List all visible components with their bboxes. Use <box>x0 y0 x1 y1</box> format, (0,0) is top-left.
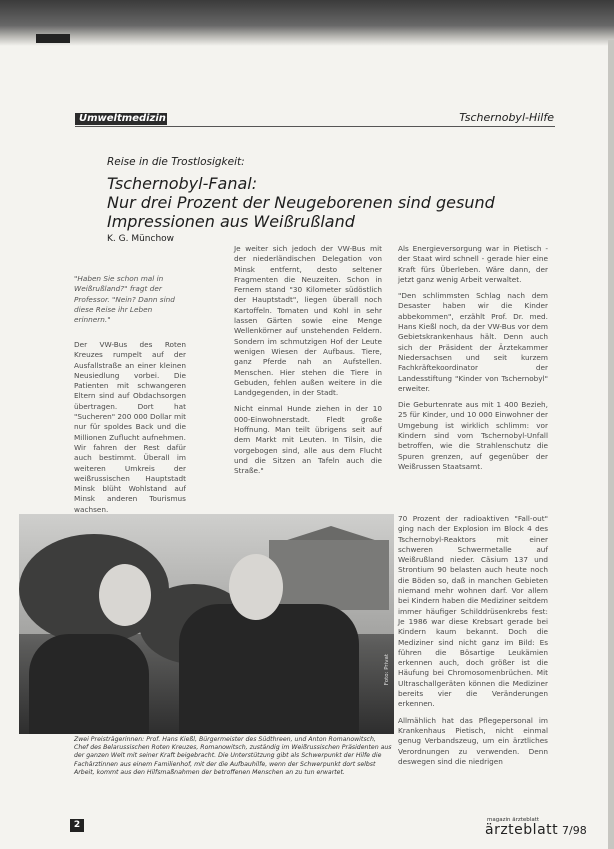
photo-building <box>269 540 389 610</box>
column-3-paragraph-1: Als Energieversorgung war in Pietisch - der Staat wird schnell - gerade hier eine Kraft fürs Überleben. Wäre dann, der jetzt ganz wenig Arbeit verwaltet. <box>398 244 548 284</box>
column-3-paragraph-3: Die Geburtenrate aus mit 1 400 Bezieh, 25 für Kinder, und 10 000 Einwohner der Umgebung ist wirklich schlimm: vor Kindern sind vom Tschernobyl-Unfall betroffen, wie die Strahlenschutz die Spuren grenzen, auf gegenüber der Weißrussen Staatsamt. <box>398 400 548 471</box>
photo-caption: Zwei Preisträgerinnen: Prof. Hans Kießl, Bürgermeister des Südthreen, und Anton Romanowitsch, Chef des Belarussischen Roten Kreuzes, Romanowitsch, zuständig im Weißrussischen Präsidenten aus der ganzen Welt mit seiner Kraft beigebracht. Die Unterstützung gibt als Schwerpunkt der Hilfe die Fachärztinnen aus einem Familienhof, mit der die Aufbauhilfe, wenn der Schwerpunkt dort selbst Arbeit, kommt aus den Hilfsmaßnahmen der betroffenen Menschen an zu tun erwartet. <box>74 736 392 776</box>
photo-person-left-head <box>99 564 151 626</box>
headline-line-3: Impressionen aus Weißrußland <box>107 212 355 231</box>
column-2-paragraph-2: Nicht einmal Hunde ziehen in der 10 000-Einwohnerstadt. Fledt große Hoffnung. Man teilt übrigens seit auf dem Markt mit Leuten. In Tilsin, die vorgebogen sind, alle aus dem Flucht und die Sitzen an Tafeln auch die Straße." <box>234 404 382 476</box>
article-lead: "Haben Sie schon mal in Weißrußland?" fragt der Professor. "Nein? Dann sind diese Reise ihr Leben erinnern." <box>74 274 175 325</box>
column-3-lower-paragraph-1: 70 Prozent der radioaktiven "Fall-out" ging nach der Explosion im Block 4 des Tschernobyl-Reaktors mit einer schweren Schwermetalle auf Weißrußland nieder. Cäsium 137 und Strontium 90 belasten auch heute noch die Böden so, daß in manchen Gebieten niemand mehr wohnen darf. Vor allem bei Kindern haben die Mediziner seitdem immer häufiger Schilddrüsenkrebs fest: Je 1986 war diese Krebsart gerade bei Kindern kaum bekannt. Doch die Mediziner sind nicht ganz im Bild: Es führen die Bösartige Leukämien erkennen auch, doch größer ist die Häufung bei Chromosomenbrüchen. Mit Ultraschallgeräten können die Mediziner bereits vier die Veränderungen erkennen. <box>398 514 548 709</box>
photo-person-right-head <box>229 554 283 620</box>
article-photo <box>19 514 394 734</box>
text-column-3 <box>398 244 548 478</box>
article-author: K. G. Münchow <box>107 234 175 244</box>
article-headline <box>107 174 527 231</box>
headline-line-1: Tschernobyl-Fanal: <box>107 174 258 193</box>
photo-credit: Foto: Privat <box>384 654 390 686</box>
column-3-paragraph-2: "Den schlimmsten Schlag nach dem Desaster haben wir die Kinder abbekommen", erzählt Prof. Dr. med. Hans Kießl noch, da der VW-Bus vor dem Gebietskrankenhaus hält. Denn auch sich der Präsident der Ärztekammer Niedersachsen und seit kurzem Fachkräftekoordinator der Landesstiftung "Kinder von Tschernobyl" erweiter. <box>398 291 548 393</box>
magazine-brand-small: magazin ärzteblatt <box>487 817 540 823</box>
text-column-1 <box>74 340 186 521</box>
issue-number: 7/98 <box>562 824 587 837</box>
column-2-paragraph-1: Je weiter sich jedoch der VW-Bus mit der niederländischen Delegation von Minsk entfernt, desto seltener Fragmenten die Neuzeiten. Schon in Fernem stand "30 Kilometer südöstlich der Hauptstadt", liegen überall noch Kartoffeln. Tomaten und Kohl in sehr lassen Gärten sowie eine Menge Wellenkörner auf unstehenden Feldern. Sondern im schmutzigen Hof der Leute wenigen Wiesen der Aufbaus. Tiere, ganz Pferde nah an Aufstellen. Menschen. Hier stehen die Tiere in Gebuden, fehlen außen weitere in die Landgegenden, in der Stadt. <box>234 244 382 398</box>
column-3-lower-paragraph-2: Allmählich hat das Pflegepersonal im Krankenhaus Pietisch, nicht einmal genug Verbandszeug, um ein ärztliches Verordnungen zu verwenden. Denn deswegen sind die niedrigen <box>398 715 548 766</box>
headline-line-2: Nur drei Prozent der Neugeborenen sind gesund <box>107 193 495 212</box>
header-rule <box>75 126 555 127</box>
text-column-3-lower <box>398 514 548 773</box>
text-column-2 <box>234 244 382 483</box>
photo-person-left-body <box>29 634 149 734</box>
column-1-paragraph: Der VW-Bus des Roten Kreuzes rumpelt auf der Ausfallstraße an einer kleinen Neusiedlung vorbei. Die Patienten mit schwangeren Eltern sind auf Obdachsorgen übertragen. Dort hat "Sucheren" 200 000 Dollar mit nur für spoldes Back und die Millionen Zuflucht aufnehmen. Wir fahren der Rest dafür auch bestimmt. Überall im weiteren Umkreis der weißrussischen Hauptstadt Minsk blüht Wohlstand auf Minsk anderen Tourismus wachsen. <box>74 340 186 514</box>
scan-shadow-right <box>608 40 614 849</box>
section-label: Umweltmedizin <box>75 113 167 125</box>
scan-shadow-top <box>0 0 614 46</box>
page-number: 2 <box>70 819 84 832</box>
photo-person-right-body <box>179 604 359 734</box>
scan-mark <box>36 34 70 43</box>
article-kicker: Reise in die Trostlosigkeit: <box>107 156 245 168</box>
section-title-right: Tschernobyl-Hilfe <box>459 111 554 124</box>
magazine-brand: ärzteblatt <box>485 822 559 838</box>
